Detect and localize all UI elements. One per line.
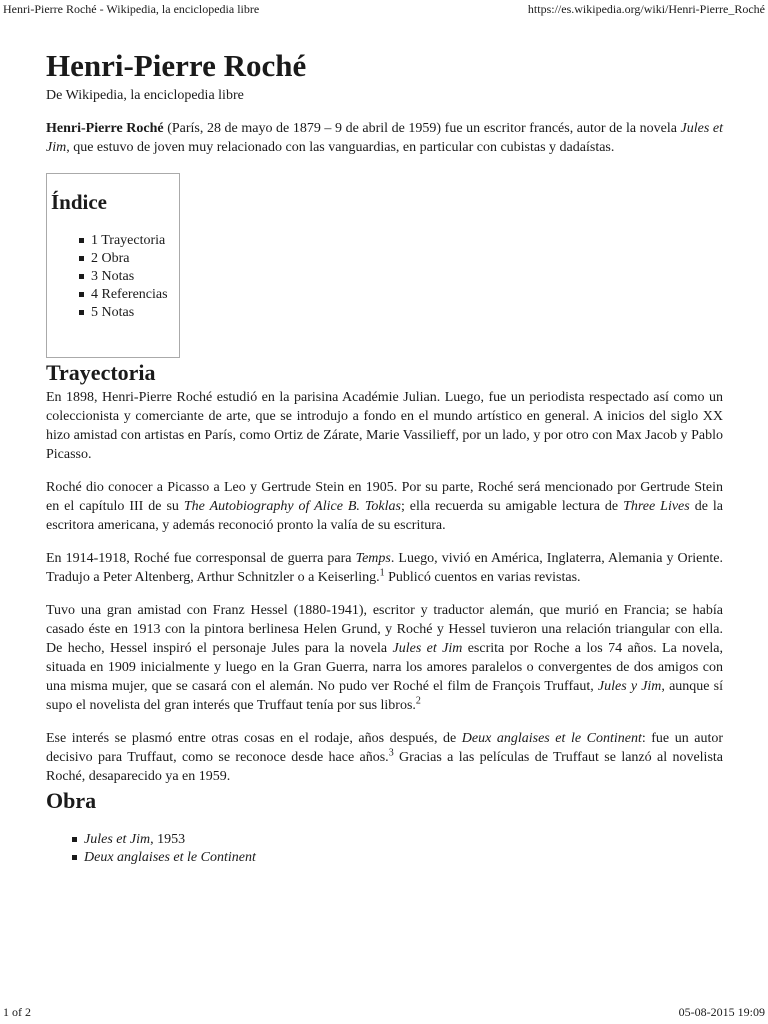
toc-item-notas-2[interactable]: 5 Notas (75, 304, 179, 322)
footnote-ref-2[interactable]: 2 (415, 695, 421, 707)
paragraph-trayectoria-2: Roché dio conocer a Picasso a Leo y Gertrude Stein en 1905. Por su parte, Roché será mencionado por Gertrude Stein en el capítulo III de su The Autobiography of Alice B. Toklas; ella recuerda su amigable lectura de Three Lives de la escritora americana, y además reconoció pronto la valía de su escritura. (46, 480, 723, 533)
section-heading-trayectoria: Trayectoria (46, 360, 156, 385)
print-header-url[interactable]: https://es.wikipedia.org/wiki/Henri-Pierre_Roché (527, 2, 765, 16)
print-timestamp: 05-08-2015 19:09 (678, 1005, 765, 1019)
toc-item-obra[interactable]: 2 Obra (75, 250, 179, 268)
footnote-ref-1[interactable]: 1 (379, 567, 385, 579)
book-title-three-lives: Three Lives (623, 499, 690, 514)
print-header (0, 0, 768, 20)
novel-link[interactable]: Jules et Jim (46, 121, 724, 155)
paragraph-trayectoria-3: En 1914-1918, Roché fue corresponsal de guerra para Temps. Luego, vivió en América, Inglaterra, Alemania y Oriente. Tradujo a Peter Altenberg, Arthur Schnitzler o a Keiserling.$^1$ Publicó cuentos en varias revistas. (46, 551, 723, 585)
novel-link-2[interactable]: Jules et Jim (392, 641, 463, 656)
article-content (46, 46, 723, 867)
print-header-title: Henri-Pierre Roché - Wikipedia, la enciclopedia libre (3, 2, 260, 16)
toc-list (75, 232, 179, 322)
list-item (68, 849, 723, 867)
book-link-autobiography[interactable]: The Autobiography of Alice B. Toklas (183, 499, 401, 514)
lead-paragraph: Henri-Pierre Roché (París, 28 de mayo de 1879 – 9 de abril de 1959) fue un escritor francés, autor de la novela Jules et Jim, que estuvo de joven muy relacionado con las vanguardias, en particular con cubistas y dadaístas. (46, 121, 724, 155)
film-link-deux-anglaises[interactable]: Deux anglaises et le Continent (461, 731, 642, 746)
print-footer (0, 1004, 768, 1024)
paragraph-trayectoria-4: Tuvo una gran amistad con Franz Hessel (1880-1941), escritor y traductor alemán, que murió en Francia; se había casado éste en 1913 con la pintora berlinesa Helen Grund, y Roché y Hessel tuvieron una relación triangular con ella. De hecho, Hessel inspiró el personaje Jules para la novela Jules et Jim escrita por Roche a los 74 años. La novela, situada en 1909 inicialmente y luego en la Gran Guerra, narra los amores paralelos o convergentes de dos amigos con una misma mujer, que se casará con el alemán. No pudo ver Roché el film de François Truffaut, Jules y Jim, aunque sí supo el novelista del gran interés que Truffaut tenía por sus libros.$^2$ (46, 603, 724, 713)
table-of-contents (46, 173, 180, 358)
work-title-link[interactable]: Deux anglaises et le Continent (84, 850, 256, 865)
toc-title: Índice (51, 190, 108, 214)
section-heading-obra: Obra (46, 788, 97, 813)
toc-item-notas[interactable]: 3 Notas (75, 268, 179, 286)
work-title-link[interactable]: Jules et Jim (84, 832, 151, 847)
site-tagline: De Wikipedia, la enciclopedia libre (46, 88, 244, 103)
list-item: Jules et Jim, 1953 (68, 831, 723, 849)
lead-subject-name: Henri-Pierre Roché (46, 121, 164, 136)
toc-item-referencias[interactable]: 4 Referencias (75, 286, 179, 304)
works-list (68, 831, 723, 867)
page-title: Henri-Pierre Roché (46, 48, 307, 83)
newspaper-title-temps: Temps (355, 551, 391, 566)
footnote-ref-3[interactable]: 3 (388, 747, 394, 759)
film-link-jules-y-jim[interactable]: Jules y Jim (597, 679, 662, 694)
toc-item-trayectoria[interactable]: 1 Trayectoria (75, 232, 179, 250)
page-counter: 1 of 2 (3, 1005, 31, 1019)
paragraph-trayectoria-5: Ese interés se plasmó entre otras cosas en el rodaje, años después, de Deux anglaises et le Continent: fue un autor decisivo para Truffaut, como se reconoce desde hace años.$^3$ Gracias a las películas de Truffaut se lanzó al novelista Roché, desaparecido ya en 1959. (46, 731, 724, 784)
paragraph-trayectoria-1: En 1898, Henri-Pierre Roché estudió en la parisina Académie Julian. Luego, fue un periodista respectado así como un coleccionista y comerciante de arte, que se introdujo a fondo en el mundo artístico en general. A inicios del siglo XX hizo amistad con artistas en París, como Ortiz de Zárate, Marie Vassilieff, por un lado, y por otro con Max Jacob y Pablo Picasso. (46, 390, 723, 462)
